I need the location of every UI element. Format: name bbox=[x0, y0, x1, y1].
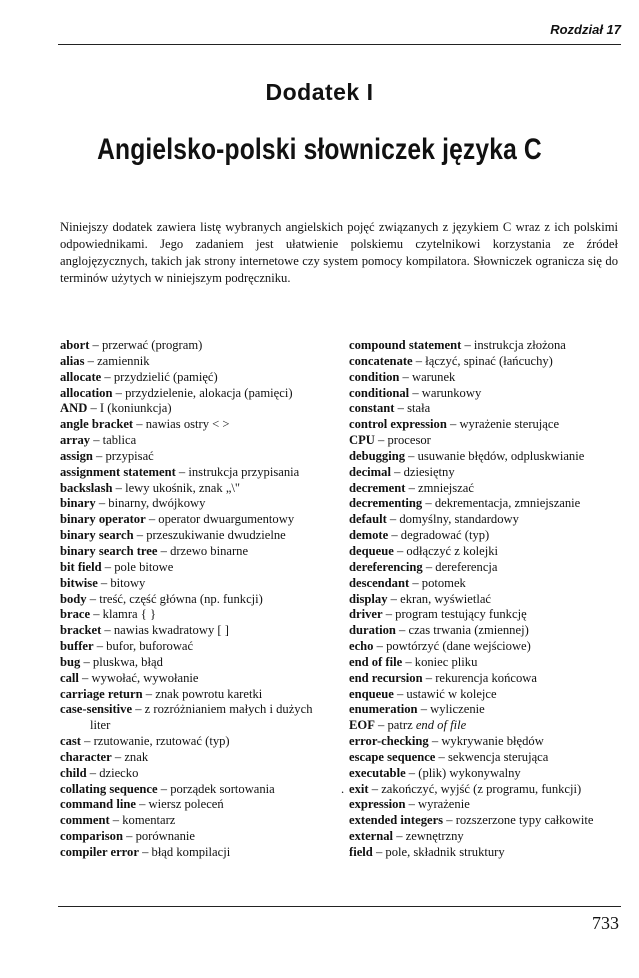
glossary-term: external bbox=[349, 829, 394, 844]
glossary-entry bbox=[349, 766, 629, 782]
glossary-definition: – odłączyć z kolejki bbox=[393, 543, 499, 558]
glossary-term: condition bbox=[349, 369, 400, 384]
glossary-definition: – stała bbox=[394, 401, 431, 416]
glossary-definition: – wykrywanie błędów bbox=[428, 734, 544, 749]
glossary-term: buffer bbox=[60, 639, 94, 654]
page-title: Angielsko-polski słowniczek języka C bbox=[97, 133, 542, 166]
chapter-header: Rozdział 17 bbox=[550, 22, 621, 37]
glossary-definition: – rzutowanie, rzutować (typ) bbox=[80, 734, 230, 749]
glossary-entry bbox=[60, 449, 332, 465]
glossary-definition: – wywołać, wywołanie bbox=[78, 670, 199, 685]
glossary-entry bbox=[349, 671, 629, 687]
glossary-term: dequeue bbox=[349, 543, 394, 558]
glossary-term: decrementing bbox=[349, 496, 423, 511]
glossary-entry bbox=[349, 687, 629, 703]
appendix-heading: Dodatek I bbox=[265, 79, 374, 105]
glossary-term: assignment statement bbox=[60, 464, 176, 479]
glossary-term: binary bbox=[60, 496, 96, 511]
glossary-term: executable bbox=[349, 765, 406, 780]
glossary-entry bbox=[349, 386, 629, 402]
glossary-entry bbox=[349, 607, 629, 623]
glossary-entry bbox=[60, 433, 332, 449]
glossary-entry bbox=[60, 687, 332, 703]
glossary-entry bbox=[60, 734, 332, 750]
glossary-entry bbox=[60, 465, 332, 481]
glossary-definition: – błąd kompilacji bbox=[138, 845, 231, 859]
glossary-definition: – wiersz poleceń bbox=[135, 797, 224, 812]
glossary-entry bbox=[349, 370, 629, 386]
page-number: 733 bbox=[592, 913, 619, 933]
glossary-definition: – przydzielenie, alokacja (pamięci) bbox=[112, 385, 293, 400]
glossary-definition: – dereferencja bbox=[422, 559, 498, 574]
glossary-definition-continuation: liter bbox=[90, 718, 111, 733]
glossary-definition: – z rozróżnianiem małych i dużych bbox=[132, 702, 313, 717]
glossary-definition: – operator dwuargumentowy bbox=[145, 512, 295, 527]
glossary-definition: – ustawić w kolejce bbox=[393, 686, 497, 701]
glossary-definition: – bitowy bbox=[97, 575, 146, 590]
glossary-definition: – komentarz bbox=[109, 813, 176, 828]
glossary-entry bbox=[349, 845, 629, 861]
glossary-term: cast bbox=[60, 734, 81, 749]
glossary-entry bbox=[60, 655, 332, 671]
glossary-entry bbox=[60, 528, 332, 544]
glossary-entry bbox=[349, 592, 629, 608]
glossary-definition: – pole, składnik struktury bbox=[372, 845, 505, 859]
glossary-entry bbox=[60, 797, 332, 813]
glossary-term: assign bbox=[60, 448, 93, 463]
glossary-term: conditional bbox=[349, 385, 410, 400]
glossary-definition: – dekrementacja, zmniejszanie bbox=[422, 496, 581, 511]
glossary-definition: – powtórzyć (dane wejściowe) bbox=[373, 639, 531, 654]
glossary-definition: – dziesiętny bbox=[390, 464, 455, 479]
glossary-entry bbox=[349, 465, 629, 481]
glossary-definition: – lewy ukośnik, znak „\" bbox=[112, 480, 241, 495]
glossary-entry bbox=[349, 401, 629, 417]
glossary-entry bbox=[349, 338, 629, 354]
glossary-term: control expression bbox=[349, 417, 447, 432]
glossary-term: expression bbox=[349, 797, 406, 812]
glossary-entry bbox=[60, 401, 332, 417]
glossary-definition: – koniec pliku bbox=[402, 654, 478, 669]
glossary-term: debugging bbox=[349, 448, 405, 463]
bottom-rule bbox=[58, 906, 621, 907]
glossary-definition: – usuwanie błędów, odpluskwianie bbox=[405, 448, 585, 463]
glossary-term: display bbox=[349, 591, 388, 606]
glossary-entry bbox=[60, 354, 332, 370]
glossary-entry bbox=[60, 512, 332, 528]
glossary-term: CPU bbox=[349, 433, 375, 448]
glossary-definition: – sekwencja sterująca bbox=[435, 749, 549, 764]
glossary-entry bbox=[60, 370, 332, 386]
glossary-entry bbox=[349, 576, 629, 592]
glossary-entry bbox=[349, 702, 629, 718]
glossary-definition: – instrukcja przypisania bbox=[175, 464, 300, 479]
glossary-term: allocation bbox=[60, 385, 113, 400]
glossary-term: AND bbox=[60, 401, 88, 416]
glossary-entry bbox=[60, 671, 332, 687]
intro-paragraph: Niniejszy dodatek zawiera listę wybranych angielskich pojęć związanych z językiem C wraz z ich polskimi odpowiednikami. Jego zadaniem jest ułatwienie polskiemu czytelnikowi korzystania ze źródeł anglojęzycznych, takich jak strony internetowe czy system pomocy kompilatora. Słowniczek ogranicza się do terminów użytych w niniejszym podręczniku. bbox=[60, 220, 618, 285]
glossary-definition: – czas trwania (zmiennej) bbox=[395, 623, 529, 638]
glossary-definition: – znak powrotu karetki bbox=[142, 686, 263, 701]
glossary-term: backslash bbox=[60, 480, 113, 495]
glossary-definition: – pole bitowe bbox=[101, 559, 174, 574]
glossary-definition: – wyrażenie bbox=[405, 797, 470, 812]
glossary-entry bbox=[349, 496, 629, 512]
glossary-definition: – porównanie bbox=[122, 829, 196, 844]
glossary-definition: – wyliczenie bbox=[417, 702, 485, 717]
glossary-term: exit bbox=[349, 781, 369, 796]
glossary-entry bbox=[60, 338, 332, 354]
glossary-entry bbox=[349, 734, 629, 750]
glossary-entry bbox=[60, 544, 332, 560]
glossary-term: extended integers bbox=[349, 813, 444, 828]
glossary-term: command line bbox=[60, 797, 136, 812]
glossary-entry bbox=[349, 512, 629, 528]
glossary-definition: – znak bbox=[111, 749, 149, 764]
glossary-entry bbox=[349, 750, 629, 766]
glossary-term: constant bbox=[349, 401, 395, 416]
glossary-term: case-sensitive bbox=[60, 702, 133, 717]
glossary-entry bbox=[341, 781, 629, 798]
glossary-definition: – domyślny, standardowy bbox=[386, 512, 519, 527]
glossary-term: duration bbox=[349, 623, 396, 638]
glossary-term: driver bbox=[349, 607, 383, 622]
glossary-definition: – porządek sortowania bbox=[157, 781, 275, 796]
glossary-definition: – zakończyć, wyjść (z programu, funkcji) bbox=[368, 781, 582, 796]
glossary-term: comment bbox=[60, 813, 110, 828]
glossary-definition: – przydzielić (pamięć) bbox=[101, 369, 218, 384]
glossary-term: error-checking bbox=[349, 734, 429, 749]
glossary-term: decimal bbox=[349, 464, 391, 479]
glossary-left-column bbox=[60, 338, 332, 861]
glossary-entry bbox=[60, 576, 332, 592]
glossary-term: EOF bbox=[349, 718, 375, 733]
glossary-definition: – zewnętrzny bbox=[393, 829, 464, 844]
glossary-definition: – tablica bbox=[90, 433, 137, 448]
glossary-definition: – I (koniunkcja) bbox=[87, 401, 172, 416]
glossary-definition: – potomek bbox=[409, 575, 466, 590]
glossary-entry bbox=[60, 623, 332, 639]
glossary-entry bbox=[60, 481, 332, 497]
glossary-term: compound statement bbox=[349, 338, 462, 352]
glossary-term: brace bbox=[60, 607, 91, 622]
glossary-term: bracket bbox=[60, 623, 102, 638]
glossary-entry bbox=[349, 623, 629, 639]
glossary-definition: – binarny, dwójkowy bbox=[95, 496, 206, 511]
glossary-term: dereferencing bbox=[349, 559, 423, 574]
glossary-entry bbox=[349, 354, 629, 370]
glossary-term: binary search bbox=[60, 528, 134, 543]
glossary-term: collating sequence bbox=[60, 781, 158, 796]
glossary-definition: – nawias ostry < > bbox=[133, 417, 230, 432]
glossary-definition: – łączyć, spinać (łańcuchy) bbox=[412, 353, 553, 368]
glossary-entry bbox=[349, 433, 629, 449]
glossary-term: end of file bbox=[349, 654, 403, 669]
glossary-term: bit field bbox=[60, 559, 102, 574]
glossary-entry bbox=[349, 417, 629, 433]
glossary-definition: – pluskwa, błąd bbox=[80, 654, 163, 669]
glossary-definition: – warunek bbox=[399, 369, 456, 384]
glossary-entry bbox=[349, 813, 629, 829]
glossary-term: binary search tree bbox=[60, 543, 158, 558]
glossary-definition: – przerwać (program) bbox=[89, 338, 203, 352]
glossary-definition: – klamra { } bbox=[90, 607, 157, 622]
glossary-term: alias bbox=[60, 353, 85, 368]
glossary-term: end recursion bbox=[349, 670, 423, 685]
glossary-right-column bbox=[341, 338, 629, 861]
glossary-definition: – rozszerzone typy całkowite bbox=[443, 813, 594, 828]
glossary-term: enqueue bbox=[349, 686, 394, 701]
glossary-term: comparison bbox=[60, 829, 123, 844]
glossary-entry bbox=[60, 845, 332, 861]
glossary-entry bbox=[60, 813, 332, 829]
glossary-term: carriage return bbox=[60, 686, 143, 701]
glossary-entry bbox=[60, 496, 332, 512]
glossary-term: echo bbox=[349, 639, 374, 654]
glossary-entry bbox=[349, 528, 629, 544]
glossary-definition: – program testujący funkcję bbox=[382, 607, 527, 622]
glossary-definition: – nawias kwadratowy [ ] bbox=[101, 623, 229, 638]
glossary-definition: – patrz bbox=[374, 718, 416, 733]
glossary-entry bbox=[349, 639, 629, 655]
glossary-definition: – zamiennik bbox=[84, 353, 150, 368]
glossary-entry bbox=[60, 592, 332, 608]
glossary-definition: – ekran, wyświetlać bbox=[387, 591, 492, 606]
glossary-term: angle bracket bbox=[60, 417, 134, 432]
glossary-entry bbox=[60, 607, 332, 623]
glossary-term: character bbox=[60, 749, 112, 764]
glossary-term: bitwise bbox=[60, 575, 98, 590]
glossary-term: child bbox=[60, 765, 87, 780]
glossary-term: call bbox=[60, 670, 79, 685]
glossary-entry bbox=[60, 560, 332, 576]
glossary-term: compiler error bbox=[60, 845, 139, 859]
glossary-entry bbox=[349, 797, 629, 813]
glossary-cross-reference: end of file bbox=[415, 718, 467, 733]
glossary-entry bbox=[349, 655, 629, 671]
glossary-entry bbox=[349, 449, 629, 465]
glossary-term: enumeration bbox=[349, 702, 418, 717]
glossary-definition: – dziecko bbox=[86, 765, 139, 780]
glossary-entry bbox=[349, 481, 629, 497]
glossary-term: array bbox=[60, 433, 91, 448]
glossary-term: demote bbox=[349, 528, 389, 543]
glossary-term: binary operator bbox=[60, 512, 146, 527]
glossary-definition: – drzewo binarne bbox=[157, 543, 249, 558]
glossary-term: body bbox=[60, 591, 87, 606]
glossary-definition: – przeszukiwanie dwudzielne bbox=[133, 528, 286, 543]
glossary-term: allocate bbox=[60, 369, 102, 384]
glossary-definition: – warunkowy bbox=[409, 385, 482, 400]
glossary-entry bbox=[349, 560, 629, 576]
glossary-definition: – wyrażenie sterujące bbox=[446, 417, 560, 432]
glossary-entry bbox=[349, 829, 629, 845]
glossary-term: concatenate bbox=[349, 353, 413, 368]
glossary-entry bbox=[60, 782, 332, 798]
glossary-entry bbox=[349, 718, 629, 734]
glossary-term: descendant bbox=[349, 575, 410, 590]
glossary-term: default bbox=[349, 512, 387, 527]
entry-bullet: . bbox=[341, 781, 345, 796]
glossary-term: decrement bbox=[349, 480, 406, 495]
glossary-term: bug bbox=[60, 654, 81, 669]
glossary-entry bbox=[60, 417, 332, 433]
glossary-definition: – instrukcja złożona bbox=[461, 338, 566, 352]
glossary-definition: – procesor bbox=[374, 433, 431, 448]
glossary-entry bbox=[60, 639, 332, 655]
glossary-entry bbox=[349, 544, 629, 560]
glossary-definition: – zmniejszać bbox=[405, 480, 474, 495]
glossary-term: abort bbox=[60, 338, 90, 352]
glossary-entry bbox=[60, 750, 332, 766]
glossary-term: escape sequence bbox=[349, 749, 436, 764]
glossary-entry bbox=[60, 386, 332, 402]
glossary-entry bbox=[60, 702, 332, 734]
glossary-definition: – treść, część główna (np. funkcji) bbox=[86, 591, 263, 606]
glossary-definition: – (plik) wykonywalny bbox=[405, 765, 521, 780]
glossary-definition: – degradować (typ) bbox=[388, 528, 490, 543]
glossary-definition: – bufor, buforować bbox=[93, 639, 194, 654]
glossary-entry bbox=[60, 829, 332, 845]
glossary-definition: – przypisać bbox=[92, 448, 154, 463]
glossary-term: field bbox=[349, 845, 373, 859]
top-rule bbox=[58, 44, 621, 45]
glossary-definition: – rekurencja końcowa bbox=[422, 670, 537, 685]
glossary-entry bbox=[60, 766, 332, 782]
